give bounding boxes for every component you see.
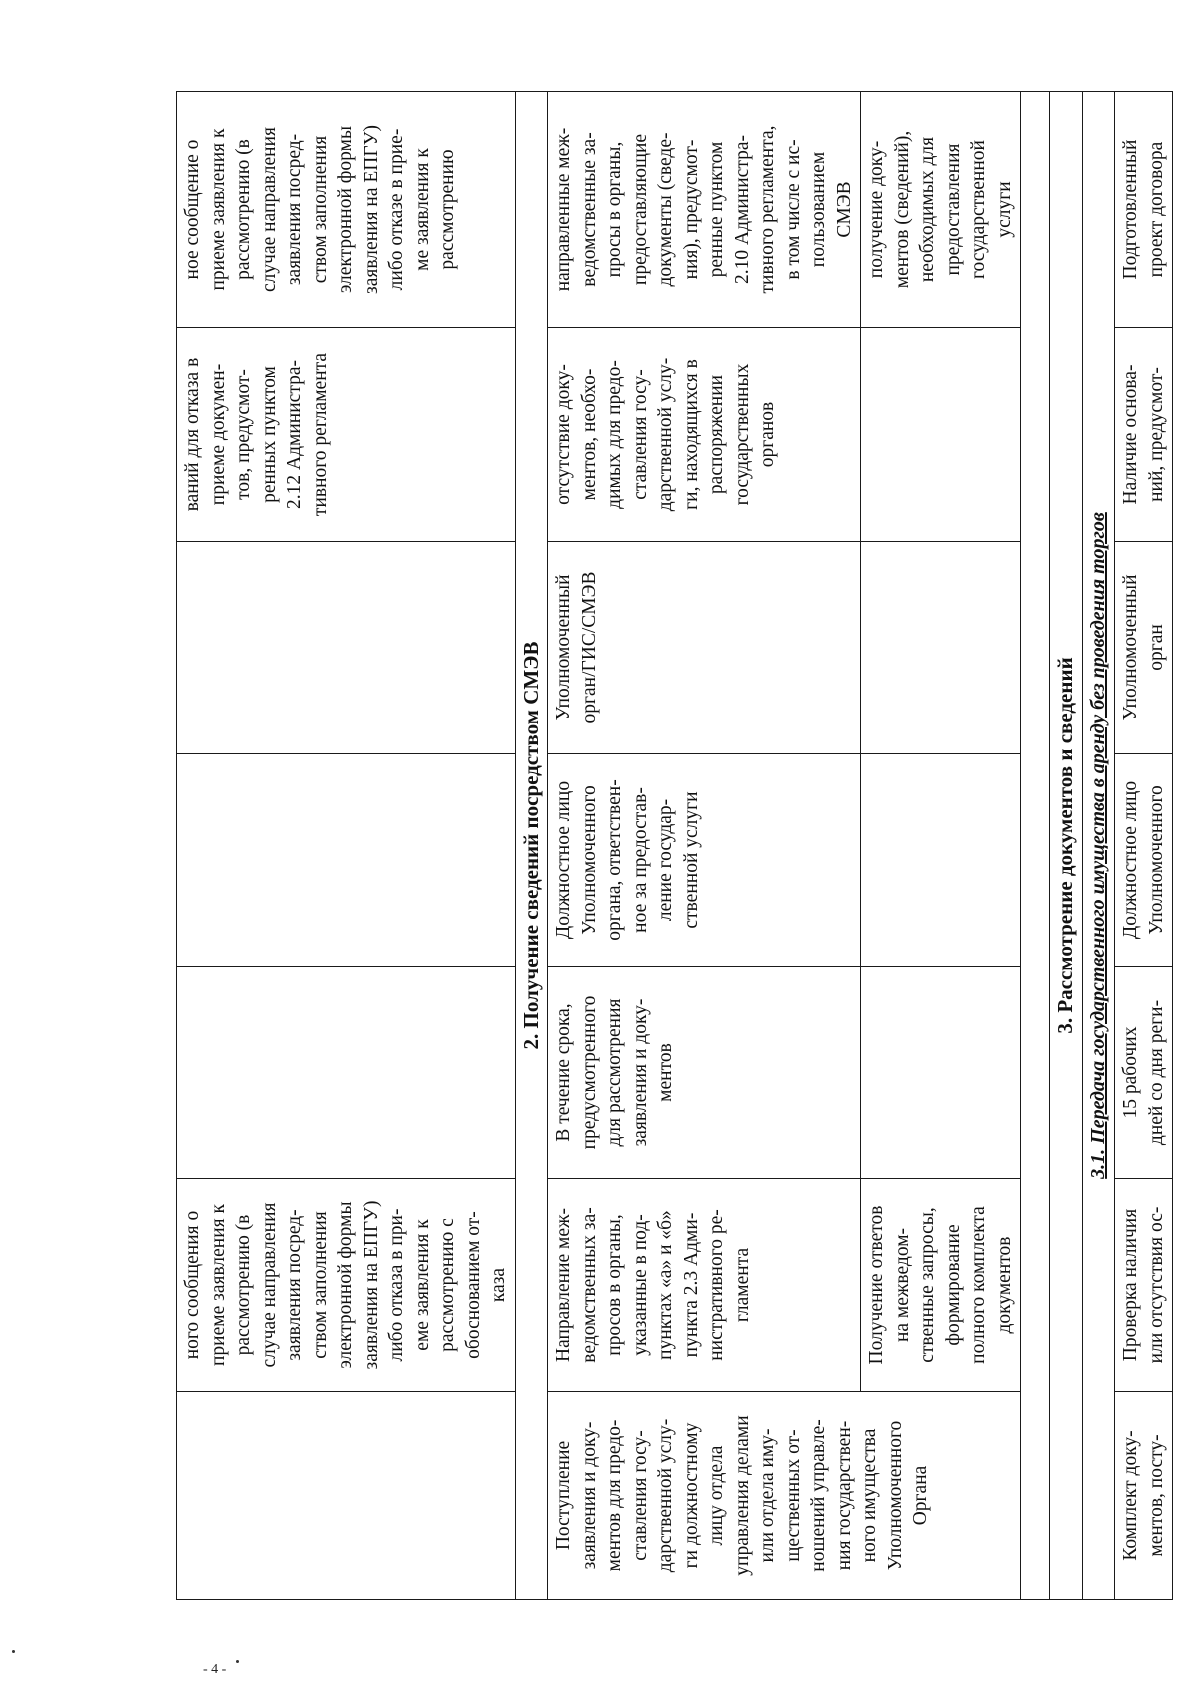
table-row bbox=[1115, 92, 1173, 1600]
page-number: - 4 - bbox=[203, 1662, 227, 1677]
section-heading-row bbox=[1050, 92, 1083, 1600]
table-cell: отсутствие доку- ментов, необхо- димых для предо- ставления госу- дарственной услу- ги, находящихся в распоряжении государственных органов bbox=[548, 328, 861, 542]
table-cell: Комплект доку- ментов, посту- bbox=[1115, 1392, 1173, 1600]
table-cell bbox=[548, 1392, 1021, 1600]
table-cell bbox=[177, 967, 516, 1179]
table-cell bbox=[177, 542, 516, 754]
table-cell: Уполномоченный орган/ГИС/СМЭВ bbox=[548, 542, 861, 754]
table-cell: Подготовленный проект договора bbox=[1115, 92, 1173, 328]
table-cell bbox=[177, 754, 516, 967]
table-cell bbox=[861, 967, 1021, 1179]
table-cell: Получение ответов на межведом- ственные запросы, формирование полного комплекта документов bbox=[861, 1179, 1021, 1392]
table-cell: получение доку- ментов (сведений), необходимых для предоставления государственной услуги bbox=[861, 92, 1021, 328]
section-heading: 3. Рассмотрение документов и сведений bbox=[1050, 92, 1083, 1600]
scan-speck bbox=[236, 1660, 239, 1663]
table-cell: направленные меж- ведомственные за- просы в органы, предоставляющие документы (сведе- ния), предусмот- ренные пунктом 2.10 Администра- тивного регламента, в том числе с ис- пользованием СМЭВ bbox=[548, 92, 861, 328]
rotated-table-container bbox=[176, 92, 1167, 1600]
table-cell: ваний для отказа в приеме докумен- тов, предусмот- ренных пунктом 2.12 Администра- тивного регламента bbox=[177, 328, 516, 542]
table-cell: Уполномоченный орган bbox=[1115, 542, 1173, 754]
table-cell bbox=[861, 542, 1021, 754]
table-cell bbox=[861, 754, 1021, 967]
subsection-heading: 3.1. Передача государственного имущества в аренду без проведения торгов bbox=[1082, 92, 1115, 1600]
table-cell: ное сообщение о приеме заявления к рассмотрению (в случае направления заявления посред- ством заполнения электронной формы заявления на ЕПГУ) либо отказе в прие- ме заявления к рассмотрению bbox=[177, 92, 516, 328]
procedure-table bbox=[176, 91, 1173, 1600]
table-row bbox=[177, 92, 516, 1600]
section-heading-row bbox=[515, 92, 548, 1600]
cell-text: Поступление заявления и доку- ментов для предо- ставления госу- дарственной услу- ги должностному лицу отдела управления делами или отдела иму- щественных от- ношений управле- ния государствен- ного имущества bbox=[553, 1415, 880, 1576]
table-cell: 15 рабочих дней со дня реги- bbox=[1115, 967, 1173, 1179]
table-row bbox=[861, 92, 1021, 1600]
table-cell bbox=[861, 328, 1021, 542]
table-row bbox=[548, 92, 861, 1600]
table-cell: Проверка наличия или отсутствия ос- bbox=[1115, 1179, 1173, 1392]
scan-speck bbox=[12, 1650, 15, 1653]
table-cell: Должностное лицо Уполномоченного органа, ответствен- ное за предостав- ление государ- ственной услуги bbox=[548, 754, 861, 967]
section-heading: 2. Получение сведений посредством СМЭВ bbox=[515, 92, 548, 1600]
table-cell bbox=[177, 1392, 516, 1600]
cell-text: Уполномоченного Органа bbox=[884, 1420, 931, 1571]
table-cell: Наличие основа- ний, предусмот- bbox=[1115, 328, 1173, 542]
table-cell bbox=[1021, 92, 1050, 1600]
table-cell: ного сообщения о приеме заявления к рассмотрению (в случае направления заявления посред- ством заполнения электронной формы заявления на ЕПГУ) либо отказа в при- еме заявления к рассмотрению с обоснованием от- каза bbox=[177, 1179, 516, 1392]
blank-row bbox=[1021, 92, 1050, 1600]
subsection-heading-row bbox=[1082, 92, 1115, 1600]
table-cell: Должностное лицо Уполномоченного bbox=[1115, 754, 1173, 967]
table-cell: Направление меж- ведомственных за- просов в органы, указанные в под- пунктах «а» и «б» пункта 2.3 Адми- нистративного ре- гламента bbox=[548, 1179, 861, 1392]
table-cell: В течение срока, предусмотренного для рассмотрения заявления и доку- ментов bbox=[548, 967, 861, 1179]
